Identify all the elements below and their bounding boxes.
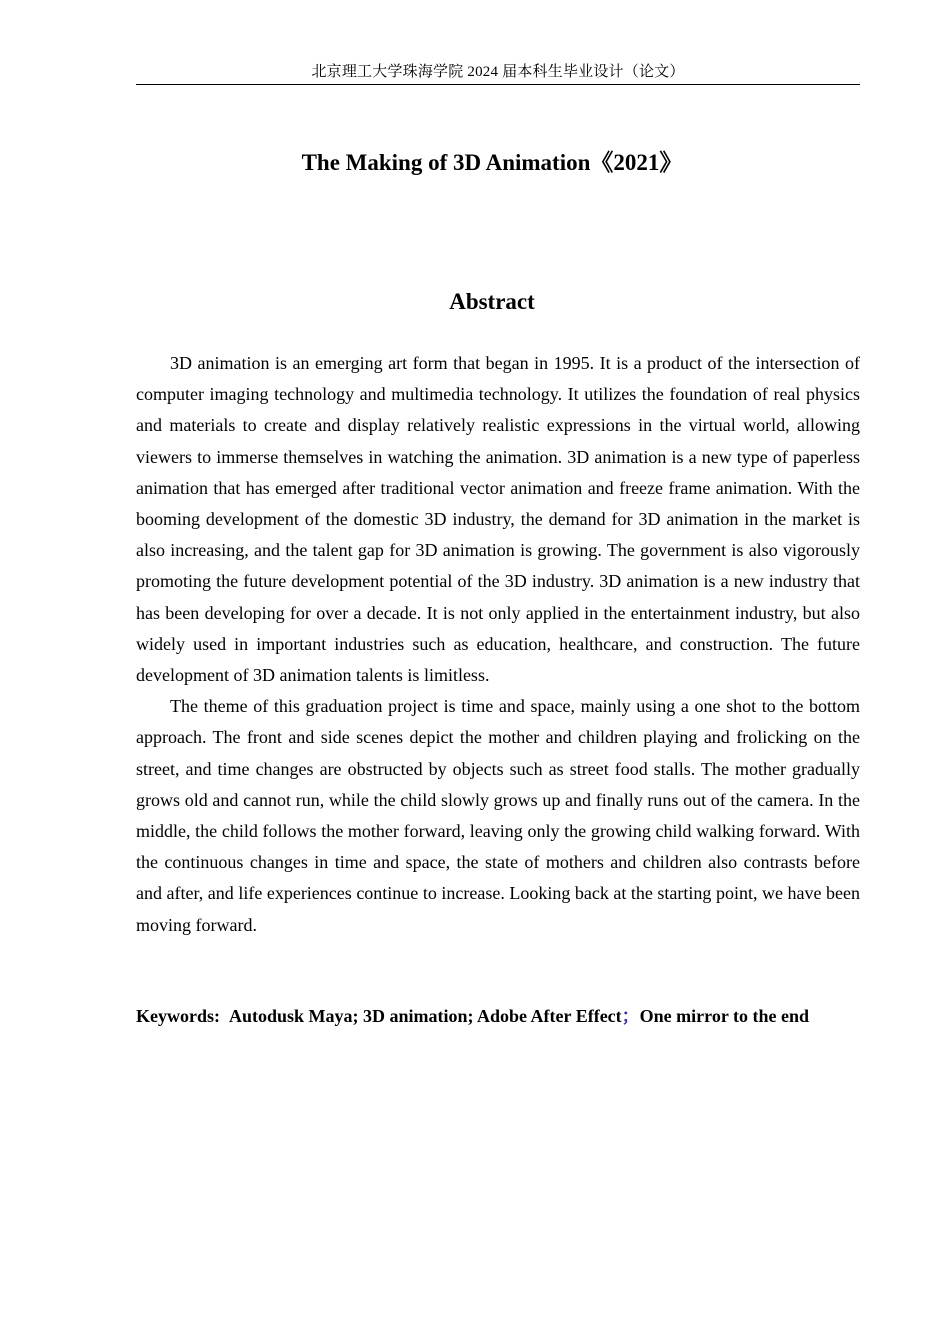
running-header: 北京理工大学珠海学院 2024 届本科生毕业设计（论文） (311, 64, 685, 80)
abstract-heading: Abstract (449, 289, 535, 314)
abstract-paragraph-1: 3D animation is an emerging art form that began in 1995. It is a product of the intersection of computer imaging technology and multimedia technology. It utilizes the foundation of real physics and materials to create and display relatively realistic expressions in the virtual world, allowing viewers to immerse themselves in watching the animation. 3D animation is a new type of paperless animation that has emerged after traditional vector animation and freeze frame animation. With the booming development of the domestic 3D industry, the demand for 3D animation in the market is also increasing, and the talent gap for 3D animation is growing. The government is also vigorously promoting the future development potential of the 3D industry. 3D animation is a new industry that has been developing for over a decade. It is not only applied in the entertainment industry, but also widely used in important industries such as education, healthcare, and construction. The future development of 3D animation talents is limitless. (136, 353, 860, 686)
abstract-paragraph-2: The theme of this graduation project is time and space, mainly using a one shot to the bottom approach. The front and side scenes depict the mother and children playing and frolicking on the street, and time changes are obstructed by objects such as street food stalls. The mother gradually grows old and cannot run, while the child slowly grows up and finally runs out of the camera. In the middle, the child follows the mother forward, leaving only the growing child walking forward. With the continuous changes in time and space, the state of mothers and children also contrasts before and after, and life experiences continue to increase. Looking back at the starting point, we have been moving forward. (136, 696, 860, 935)
document-title: The Making of 3D Animation《2021》 (301, 150, 683, 175)
keywords-label: Keywords: (136, 1006, 220, 1026)
abstract-body (136, 348, 860, 941)
keywords-separator: ； (621, 1006, 640, 1026)
keywords-line (136, 1002, 860, 1030)
keywords-first-part: Autodusk Maya; 3D animation; Adobe After Effect (229, 1006, 622, 1026)
keywords-last-part: One mirror to the end (639, 1006, 809, 1026)
header-rule (136, 84, 860, 85)
